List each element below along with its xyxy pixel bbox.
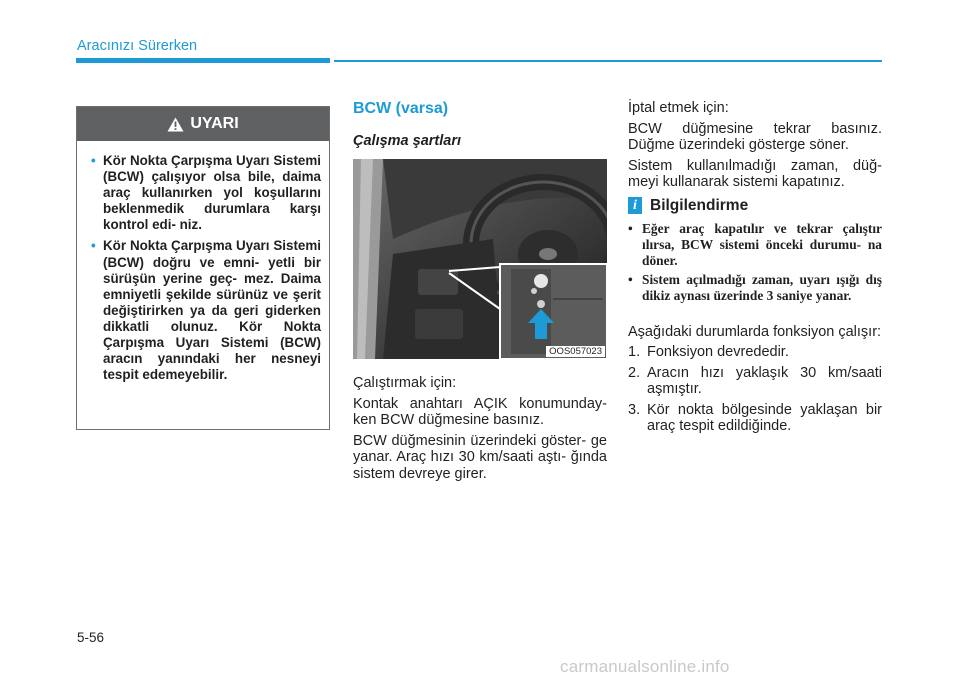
- conditions-list: [628, 344, 882, 435]
- watermark: carmanualsonline.info: [560, 657, 730, 676]
- info-list: [628, 221, 882, 304]
- bullet-icon: •: [91, 153, 96, 168]
- paragraph: Çalıştırmak için:: [353, 375, 457, 391]
- dashboard-photo: [353, 159, 607, 359]
- conditions-intro: Aşağıdaki durumlarda fonksiyon çalışır:: [628, 323, 882, 340]
- warning-box: [76, 106, 330, 430]
- header-rule-thick: [76, 58, 330, 63]
- warning-item: • Kör Nokta Çarpışma Uyarı Sistemi (BCW) doğru ve emni- yetli bir sürüşün yerine geç- mez. Daima emniyetli şekilde sürünüz ve şerit değiştirirken ya da geri giderken dikkatli olunuz. Kör Nokta Çarpışma Uyarı Sistemi (BCW) aracın yanındaki her nesneyi tespit edemeyebilir.: [91, 238, 321, 383]
- warning-list: [77, 141, 329, 383]
- middle-column: [353, 100, 607, 482]
- warning-item: • Kör Nokta Çarpışma Uyarı Sistemi (BCW) çalışıyor olsa bile, daima araç kullanırken yol koşullarını beklenmedik durumlara karşı kontrol edi- niz.: [91, 153, 321, 233]
- info-header: [628, 197, 882, 215]
- header-rule-thin: [334, 60, 882, 62]
- paragraph: BCW düğmesine tekrar basınız. Düğme üzerindeki gösterge söner.: [628, 120, 882, 153]
- condition-item: 1. Fonksiyon devrededir.: [628, 344, 789, 360]
- photo-code: OOS057023: [546, 346, 605, 357]
- warning-title: UYARI: [190, 115, 239, 132]
- info-icon: i: [628, 197, 642, 214]
- paragraph: Sistem kullanılmadığı zaman, düğ- meyi kullanarak sistemi kapatınız.: [628, 157, 882, 190]
- paragraph: BCW düğmesinin üzerindeki göster- ge yanar. Araç hızı 30 km/saati aştı- ğında sistem devreye girer.: [353, 432, 607, 482]
- condition-item: 2. Aracın hızı yaklaşık 30 km/saati aşmıştır.: [628, 364, 882, 397]
- warning-header: [77, 107, 329, 141]
- bullet-icon: •: [91, 238, 96, 254]
- dashboard-illustration: [353, 159, 607, 359]
- bcw-heading: BCW (varsa): [353, 100, 449, 117]
- right-column: [628, 100, 882, 439]
- operating-conditions-heading: Çalışma şartları: [353, 133, 462, 149]
- info-item: • Eğer araç kapatılır ve tekrar çalıştır ılırsa, BCW sistemi önceki durumu- na döner.: [628, 221, 882, 269]
- warning-triangle-icon: [167, 117, 184, 132]
- info-item: • Sistem açılmadığı zaman, uyarı ışığı dış dikiz aynası üzerinde 3 saniye yanar.: [628, 272, 882, 304]
- condition-item: 3. Kör nokta bölgesinde yaklaşan bir araç tespit edildiğinde.: [628, 401, 882, 434]
- info-title: Bilgilendirme: [650, 196, 749, 214]
- page-number: 5-56: [77, 630, 105, 645]
- paragraph: İptal etmek için:: [628, 100, 729, 116]
- paragraph: Kontak anahtarı AÇIK konumunday- ken BCW düğmesine basınız.: [353, 395, 607, 428]
- section-title: Aracınızı Sürerken: [77, 38, 198, 54]
